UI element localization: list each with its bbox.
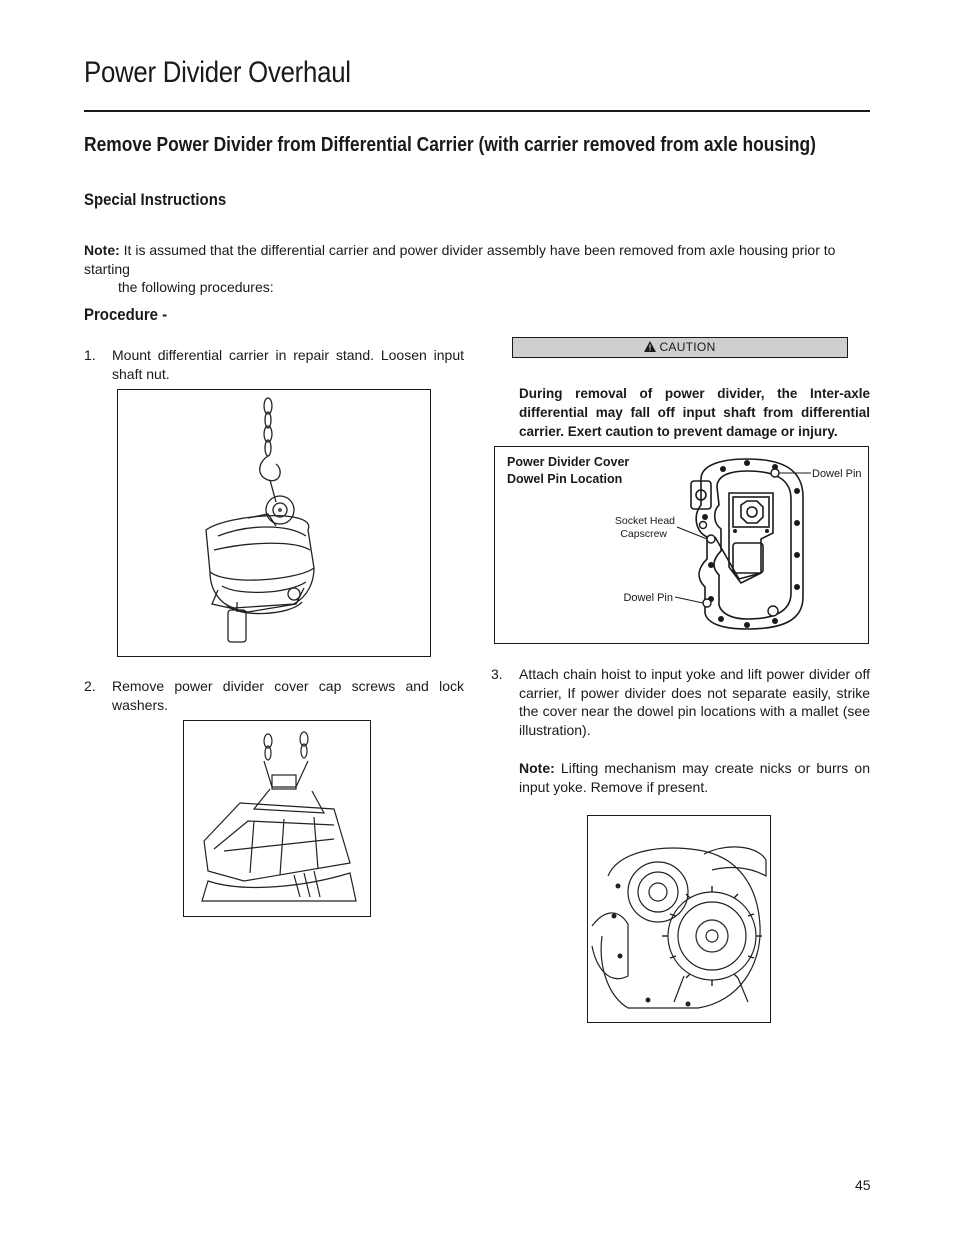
page-number: 45 — [855, 1177, 871, 1193]
carrier-in-stand-illustration — [118, 390, 430, 656]
caution-label: CAUTION — [659, 340, 716, 354]
note-text-line2: the following procedures: — [118, 279, 274, 295]
special-instructions-heading: Special Instructions — [84, 190, 227, 209]
note-text: Lifting mechanism may create nicks or burrs on input yoke. Remove if present. — [519, 760, 870, 795]
dowel-pin-location-diagram — [495, 447, 868, 643]
step-text: Mount differential carrier in repair stand. Loosen input shaft nut. — [112, 347, 464, 382]
procedure-heading: Procedure - — [84, 305, 168, 324]
step-1 — [84, 346, 464, 383]
figure-separated-power-divider — [587, 815, 771, 1023]
diagram-title-line2: Dowel Pin Location — [507, 472, 623, 486]
label-socket-head-line2: Capscrew — [620, 528, 667, 540]
figure-lifting-power-divider — [183, 720, 371, 917]
figure-carrier-in-stand — [117, 389, 431, 657]
step-3 — [491, 665, 870, 739]
step-3-note — [519, 759, 870, 796]
label-dowel-pin-bottom: Dowel Pin — [623, 592, 673, 604]
note-label: Note: — [519, 760, 555, 776]
warning-triangle-icon — [644, 341, 656, 352]
caution-text: During removal of power divider, the Inter-axle differential may fall off input shaft from differential carrier. Exert caution to prevent damage or injury. — [519, 386, 870, 439]
note-block — [84, 241, 870, 297]
step-text: Attach chain hoist to input yoke and lift power divider off carrier, If power divider does not separate easily, strike the cover near the dowel pin locations with a mallet (see illustration). — [519, 666, 870, 738]
step-2 — [84, 677, 464, 714]
label-socket-head-line1: Socket Head — [614, 515, 675, 527]
step-number: 1. — [84, 347, 96, 363]
note-label: Note: — [84, 242, 120, 258]
label-dowel-pin-top: Dowel Pin — [812, 468, 862, 480]
caution-banner — [512, 337, 848, 358]
diagram-title-line1: Power Divider Cover — [507, 455, 630, 469]
lifting-power-divider-illustration — [184, 721, 370, 916]
title-divider — [84, 110, 870, 112]
note-text: It is assumed that the differential carrier and power divider assembly have been removed from axle housing prior to starting — [84, 242, 836, 277]
separated-power-divider-illustration — [588, 816, 770, 1022]
step-number: 2. — [84, 678, 96, 694]
figure-dowel-pin-location — [494, 446, 869, 644]
section-heading: Remove Power Divider from Differential Carrier (with carrier removed from axle housing) — [84, 134, 816, 156]
step-number: 3. — [491, 666, 503, 682]
step-text: Remove power divider cover cap screws and lock washers. — [112, 678, 464, 713]
page-title: Power Divider Overhaul — [84, 56, 351, 89]
